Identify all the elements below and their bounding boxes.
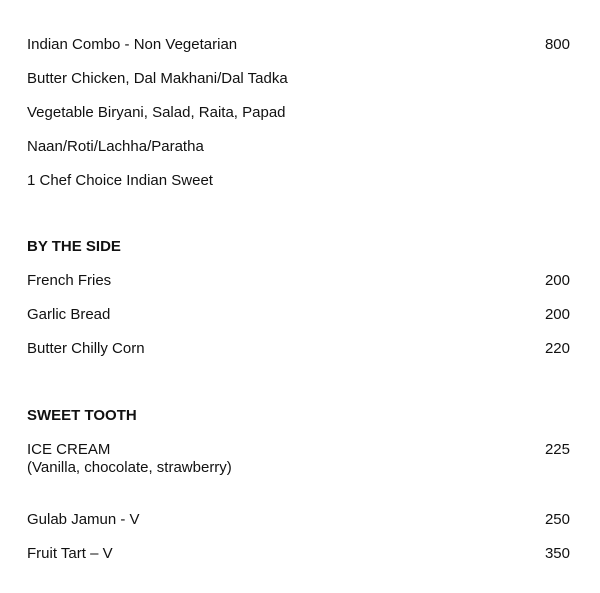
section-heading-by-the-side: BY THE SIDE (27, 238, 121, 255)
combo-line: Butter Chicken, Dal Makhani/Dal Tadka (27, 70, 288, 87)
menu-item-price: 250 (544, 511, 570, 528)
menu-item-name: Garlic Bread (27, 306, 111, 323)
section-heading-sweet-tooth: SWEET TOOTH (27, 407, 137, 424)
menu-item-price: 225 (544, 441, 570, 458)
combo-line: 1 Chef Choice Indian Sweet (27, 172, 213, 189)
menu-item-price: 200 (544, 306, 570, 323)
menu-item-price: 220 (544, 340, 570, 357)
combo-line: Naan/Roti/Lachha/Paratha (27, 138, 204, 155)
combo-title: Indian Combo - Non Vegetarian (27, 36, 238, 53)
menu-item-name: Fruit Tart – V (27, 545, 113, 562)
menu-item-note: (Vanilla, chocolate, strawberry) (27, 459, 232, 476)
menu-item-price: 350 (544, 545, 570, 562)
menu-item-name: ICE CREAM (27, 441, 111, 458)
combo-price: 800 (544, 36, 570, 53)
menu-item-name: French Fries (27, 272, 112, 289)
combo-line: Vegetable Biryani, Salad, Raita, Papad (27, 104, 286, 121)
menu-item-price: 200 (544, 272, 570, 289)
menu-item-name: Butter Chilly Corn (27, 340, 145, 357)
menu-item-name: Gulab Jamun - V (27, 511, 140, 528)
